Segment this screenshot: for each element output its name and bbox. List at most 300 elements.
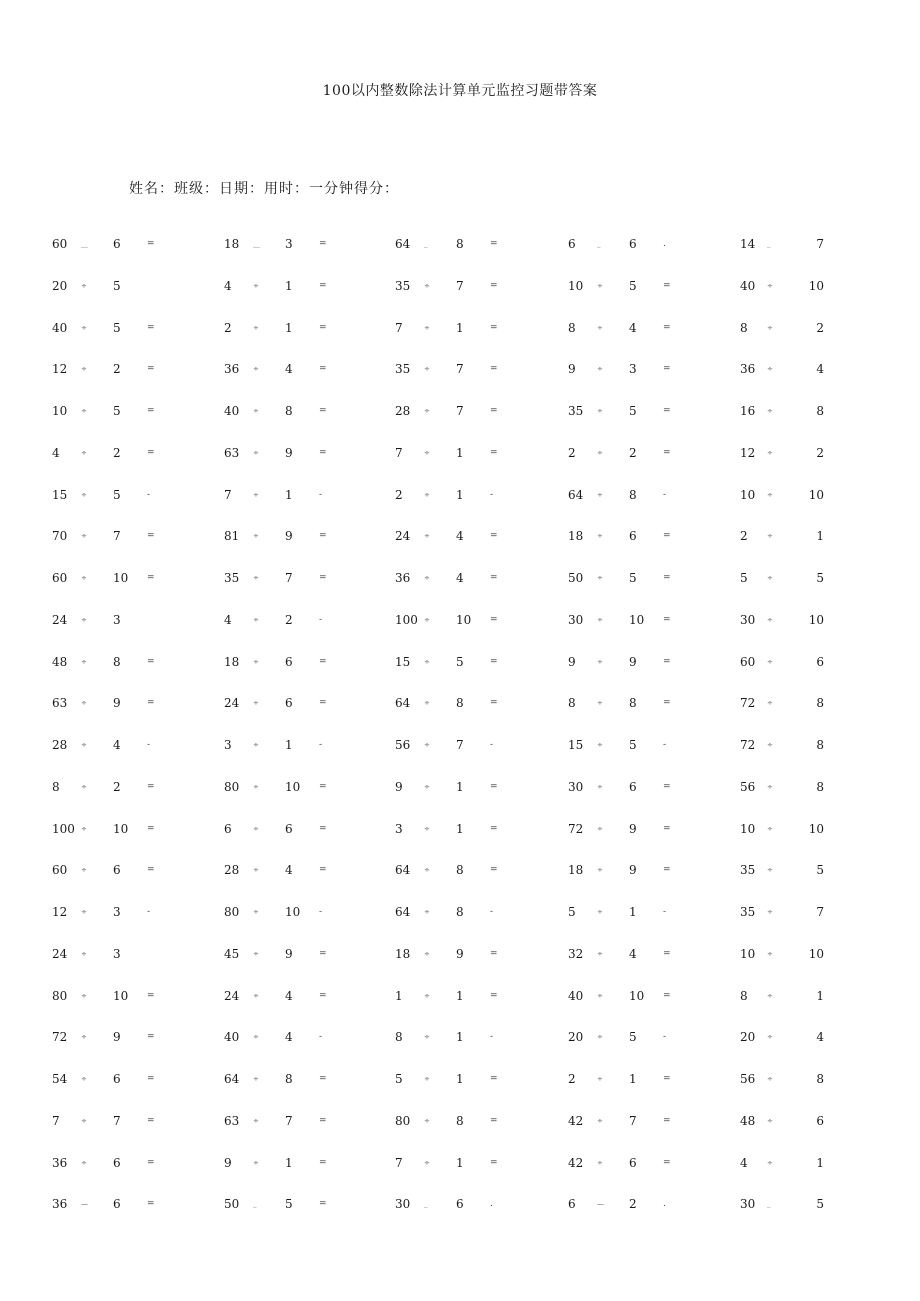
equals-sign: - xyxy=(663,1032,667,1043)
problem-row xyxy=(0,610,920,652)
dividend: 2 xyxy=(568,445,576,460)
equals-sign: - xyxy=(319,489,323,500)
problem-row xyxy=(0,819,920,861)
divisor: 10 xyxy=(456,612,472,627)
divisor: 3 xyxy=(113,946,121,961)
operator: ÷ xyxy=(81,365,87,374)
divisor: 7 xyxy=(285,1113,293,1128)
operator: ÷ xyxy=(253,615,259,624)
operator: ÷ xyxy=(424,741,430,749)
operator: __ xyxy=(81,240,88,248)
dividend: 80 xyxy=(395,1113,411,1128)
dividend: 48 xyxy=(740,1113,756,1128)
equals-sign: = xyxy=(147,823,155,834)
dividend: 64 xyxy=(395,905,411,919)
equals-sign: = xyxy=(319,322,327,333)
dividend: 10 xyxy=(52,404,68,418)
divisor: 1 xyxy=(456,821,464,836)
equals-sign: = xyxy=(663,614,671,625)
problem-row xyxy=(0,735,920,777)
divisor: 6 xyxy=(113,1197,121,1212)
operator: ÷ xyxy=(597,1158,603,1167)
operator: ÷ xyxy=(253,1033,259,1042)
dividend: 5 xyxy=(740,571,748,585)
dividend: 63 xyxy=(224,445,240,460)
dividend: 63 xyxy=(224,1113,240,1128)
dividend: 30 xyxy=(740,612,756,627)
operator: ÷ xyxy=(597,699,603,708)
operator: ÷ xyxy=(253,407,259,415)
operator: ÷ xyxy=(253,908,259,916)
dividend: 18 xyxy=(224,237,240,251)
equals-sign: = xyxy=(147,239,155,249)
equals-sign: = xyxy=(490,322,498,333)
page-title: 100以内整数除法计算单元监控习题带答案 xyxy=(322,83,598,99)
problem-row xyxy=(0,652,920,694)
divisor: 7 xyxy=(456,278,464,293)
equals-sign: = xyxy=(147,531,155,542)
divisor: 1 xyxy=(456,779,464,794)
divisor: 1 xyxy=(456,445,464,460)
divisor: 2 xyxy=(629,445,637,460)
operator: ÷ xyxy=(81,1033,87,1042)
dividend: 35 xyxy=(395,362,411,377)
operator: ÷ xyxy=(81,741,87,749)
equals-sign: = xyxy=(490,239,498,249)
operator: — xyxy=(597,1200,604,1209)
equals-sign: = xyxy=(663,1074,671,1084)
operator: ÷ xyxy=(767,741,773,749)
equals-sign: = xyxy=(490,406,498,416)
dividend: 24 xyxy=(224,696,240,711)
operator: ÷ xyxy=(424,407,430,415)
operator: ÷ xyxy=(253,323,259,332)
dividend: 81 xyxy=(224,529,240,544)
equals-sign: = xyxy=(663,990,671,1001)
divisor: 6 xyxy=(113,1155,121,1170)
equals-sign: = xyxy=(490,1115,498,1126)
dividend: 6 xyxy=(568,237,576,251)
operator: ÷ xyxy=(81,782,87,791)
operator: ÷ xyxy=(81,574,87,582)
operator: ÷ xyxy=(81,699,87,708)
equals-sign: = xyxy=(319,1074,327,1084)
equals-sign: = xyxy=(663,364,671,375)
divisor: 5 xyxy=(113,404,121,418)
divisor: 1 xyxy=(285,278,293,293)
dividend: 56 xyxy=(740,1072,756,1086)
dividend: 72 xyxy=(740,696,756,711)
dividend: 2 xyxy=(224,320,232,335)
dividend: 60 xyxy=(52,571,68,585)
divisor: 2 xyxy=(113,445,121,460)
divisor: 8 xyxy=(816,779,824,794)
divisor: 1 xyxy=(456,1030,464,1045)
divisor: 2 xyxy=(285,612,293,627)
operator: ÷ xyxy=(81,323,87,332)
dividend: 1 xyxy=(395,988,403,1003)
divisor: 6 xyxy=(629,1155,637,1170)
divisor: 6 xyxy=(113,1072,121,1086)
dividend: 28 xyxy=(52,738,68,752)
problem-row xyxy=(0,1153,920,1195)
divisor: 5 xyxy=(629,738,637,752)
dividend: 28 xyxy=(395,404,411,418)
divisor: 1 xyxy=(629,1072,637,1086)
dividend: 24 xyxy=(224,988,240,1003)
dividend: 36 xyxy=(52,1155,68,1170)
equals-sign: = xyxy=(319,1157,327,1168)
divisor: 8 xyxy=(629,487,637,502)
operator: ÷ xyxy=(424,1158,430,1167)
divisor: 5 xyxy=(629,1030,637,1045)
dividend: 8 xyxy=(568,696,576,711)
operator: ÷ xyxy=(767,323,773,332)
problem-row xyxy=(0,986,920,1028)
dividend: 30 xyxy=(568,779,584,794)
equals-sign: = xyxy=(663,1157,671,1168)
operator: ÷ xyxy=(81,1116,87,1125)
operator: ÷ xyxy=(597,949,603,958)
divisor: 10 xyxy=(113,571,129,585)
equals-sign: = xyxy=(490,1157,498,1168)
problem-row xyxy=(0,568,920,610)
operator: — xyxy=(81,1200,88,1209)
problem-row xyxy=(0,693,920,735)
divisor: 7 xyxy=(816,237,824,251)
equals-sign: = xyxy=(319,990,327,1001)
divisor: 6 xyxy=(629,779,637,794)
divisor: 8 xyxy=(456,237,464,251)
dividend: 9 xyxy=(224,1155,232,1170)
equals-sign: = xyxy=(147,1157,155,1168)
dividend: 7 xyxy=(52,1113,60,1128)
operator: ÷ xyxy=(424,699,430,708)
equals-sign: - xyxy=(319,1032,323,1043)
divisor: 6 xyxy=(816,654,824,669)
equals-sign: - xyxy=(319,907,323,917)
dividend: 35 xyxy=(740,905,756,919)
divisor: 4 xyxy=(816,362,824,377)
divisor: 6 xyxy=(285,654,293,669)
divisor: 7 xyxy=(456,738,464,752)
divisor: 2 xyxy=(816,320,824,335)
operator: ÷ xyxy=(253,574,259,582)
operator: ÷ xyxy=(81,281,87,290)
divisor: 5 xyxy=(285,1197,293,1212)
divisor: 9 xyxy=(285,946,293,961)
equals-sign: = xyxy=(147,1032,155,1043)
dividend: 40 xyxy=(568,988,584,1003)
divisor: 6 xyxy=(456,1197,464,1212)
operator: ÷ xyxy=(253,448,259,457)
divisor: 4 xyxy=(629,320,637,335)
equals-sign: = xyxy=(490,990,498,1001)
dividend: 8 xyxy=(740,988,748,1003)
divisor: 5 xyxy=(629,278,637,293)
equals-sign: = xyxy=(490,823,498,834)
operator: ÷ xyxy=(81,1075,87,1083)
operator: ÷ xyxy=(424,824,430,833)
dividend: 8 xyxy=(395,1030,403,1045)
divisor: 2 xyxy=(113,362,121,377)
divisor: 8 xyxy=(456,696,464,711)
operator: ÷ xyxy=(424,448,430,457)
operator: ÷ xyxy=(253,532,259,541)
dividend: 10 xyxy=(568,278,584,293)
equals-sign: = xyxy=(490,1074,498,1084)
operator: ÷ xyxy=(253,866,259,875)
equals-sign: - xyxy=(319,740,323,750)
operator: ÷ xyxy=(253,1158,259,1167)
dividend: 15 xyxy=(395,654,411,669)
operator: ÷ xyxy=(81,490,87,499)
divisor: 5 xyxy=(456,654,464,669)
equals-sign: = xyxy=(319,948,327,959)
divisor: 6 xyxy=(285,821,293,836)
dividend: 64 xyxy=(395,863,411,878)
problem-grid xyxy=(0,234,920,1236)
divisor: 5 xyxy=(113,320,121,335)
divisor: 10 xyxy=(113,821,129,836)
divisor: 4 xyxy=(285,1030,293,1045)
dividend: 5 xyxy=(568,905,576,919)
problem-row xyxy=(0,485,920,527)
divisor: 6 xyxy=(285,696,293,711)
dividend: 40 xyxy=(52,320,68,335)
divisor: 9 xyxy=(629,821,637,836)
divisor: 5 xyxy=(816,863,824,878)
operator: ÷ xyxy=(81,532,87,541)
equals-sign: = xyxy=(490,614,498,625)
dividend: 15 xyxy=(52,487,68,502)
equals-sign: = xyxy=(147,1199,155,1210)
operator: ÷ xyxy=(597,657,603,666)
operator: ÷ xyxy=(424,991,430,1000)
divisor: 3 xyxy=(113,612,121,627)
divisor: 8 xyxy=(816,1072,824,1086)
dividend: 42 xyxy=(568,1155,584,1170)
dividend: 8 xyxy=(568,320,576,335)
divisor: 1 xyxy=(456,1072,464,1086)
equals-sign: = xyxy=(490,656,498,667)
dividend: 64 xyxy=(395,696,411,711)
dividend: 10 xyxy=(740,821,756,836)
operator: ÷ xyxy=(424,1033,430,1042)
operator: ÷ xyxy=(767,782,773,791)
operator: ÷ xyxy=(597,281,603,290)
equals-sign: = xyxy=(663,531,671,542)
operator: ÷ xyxy=(597,991,603,1000)
problem-row xyxy=(0,1194,920,1236)
divisor: 6 xyxy=(113,237,121,251)
dividend: 64 xyxy=(395,237,411,251)
divisor: 10 xyxy=(629,988,645,1003)
dividend: 64 xyxy=(568,487,584,502)
operator: ÷ xyxy=(767,574,773,582)
operator: ÷ xyxy=(424,657,430,666)
dividend: 15 xyxy=(568,738,584,752)
dividend: 16 xyxy=(740,404,756,418)
problem-row xyxy=(0,944,920,986)
operator: ÷ xyxy=(81,866,87,875)
operator: __ xyxy=(253,240,260,248)
operator: ÷ xyxy=(597,615,603,624)
operator: ÷ xyxy=(767,824,773,833)
dividend: 72 xyxy=(568,821,584,836)
divisor: 1 xyxy=(285,738,293,752)
operator: ÷ xyxy=(597,323,603,332)
dividend: 24 xyxy=(395,529,411,544)
operator: ÷ xyxy=(81,824,87,833)
problem-row xyxy=(0,401,920,443)
dividend: 35 xyxy=(395,278,411,293)
equals-sign: = xyxy=(147,1115,155,1126)
operator: ÷ xyxy=(424,908,430,916)
operator: ÷ xyxy=(767,866,773,875)
divisor: 10 xyxy=(808,278,824,293)
equals-sign: - xyxy=(147,740,151,750)
divisor: 7 xyxy=(285,571,293,585)
divisor: 2 xyxy=(629,1197,637,1212)
divisor: 4 xyxy=(285,863,293,878)
operator: ÷ xyxy=(424,532,430,541)
operator: ÷ xyxy=(767,615,773,624)
operator: ÷ xyxy=(424,323,430,332)
divisor: 1 xyxy=(816,1155,824,1170)
equals-sign: = xyxy=(319,280,327,291)
divisor: 5 xyxy=(816,571,824,585)
dividend: 9 xyxy=(568,654,576,669)
equals-sign: = xyxy=(663,322,671,333)
operator: ÷ xyxy=(424,1116,430,1125)
dividend: 60 xyxy=(740,654,756,669)
problem-row xyxy=(0,526,920,568)
equals-sign: = xyxy=(663,698,671,709)
divisor: 1 xyxy=(456,487,464,502)
dividend: 14 xyxy=(740,237,756,251)
divisor: 7 xyxy=(113,529,121,544)
dividend: 4 xyxy=(224,612,232,627)
dividend: 72 xyxy=(740,738,756,752)
equals-sign: = xyxy=(147,447,155,458)
dividend: 7 xyxy=(395,320,403,335)
equals-sign: = xyxy=(490,447,498,458)
operator: ÷ xyxy=(767,699,773,708)
equals-sign: = xyxy=(319,573,327,583)
operator: ÷ xyxy=(597,1116,603,1125)
dividend: 5 xyxy=(395,1072,403,1086)
equals-sign: = xyxy=(147,364,155,375)
divisor: 1 xyxy=(456,320,464,335)
divisor: 8 xyxy=(113,654,121,669)
operator: ÷ xyxy=(767,281,773,290)
operator: ÷ xyxy=(767,1075,773,1083)
divisor: 5 xyxy=(629,571,637,585)
dividend: 35 xyxy=(740,863,756,878)
operator: ÷ xyxy=(597,532,603,541)
divisor: 10 xyxy=(808,487,824,502)
operator: ÷ xyxy=(597,782,603,791)
operator: ÷ xyxy=(597,741,603,749)
operator: ÷ xyxy=(253,782,259,791)
dividend: 18 xyxy=(395,946,411,961)
equals-sign: = xyxy=(490,865,498,876)
dividend: 40 xyxy=(740,278,756,293)
divisor: 9 xyxy=(629,863,637,878)
dividend: 54 xyxy=(52,1072,68,1086)
equals-sign: = xyxy=(319,531,327,542)
equals-sign: = xyxy=(490,364,498,375)
dividend: 36 xyxy=(395,571,411,585)
equals-sign: = xyxy=(663,656,671,667)
dividend: 63 xyxy=(52,696,68,711)
operator: ÷ xyxy=(253,991,259,1000)
divisor: 8 xyxy=(285,404,293,418)
dividend: 12 xyxy=(740,445,756,460)
equals-sign: = xyxy=(490,781,498,792)
divisor: 8 xyxy=(456,1113,464,1128)
equals-sign: = xyxy=(147,656,155,667)
operator: ÷ xyxy=(253,1116,259,1125)
equals-sign: = xyxy=(319,698,327,709)
operator: ÷ xyxy=(253,365,259,374)
divisor: 4 xyxy=(816,1030,824,1045)
divisor: 10 xyxy=(113,988,129,1003)
divisor: 7 xyxy=(113,1113,121,1128)
equals-sign: = xyxy=(663,865,671,876)
divisor: 8 xyxy=(816,404,824,418)
operator: _ xyxy=(253,1200,257,1209)
divisor: 9 xyxy=(285,445,293,460)
divisor: 2 xyxy=(816,445,824,460)
equals-sign: = xyxy=(490,531,498,542)
dividend: 18 xyxy=(568,529,584,544)
operator: ÷ xyxy=(81,448,87,457)
divisor: 8 xyxy=(629,696,637,711)
dividend: 50 xyxy=(568,571,584,585)
equals-sign: = xyxy=(319,865,327,876)
operator: ÷ xyxy=(424,866,430,875)
operator: ÷ xyxy=(767,991,773,1000)
dividend: 4 xyxy=(224,278,232,293)
operator: ÷ xyxy=(767,949,773,958)
divisor: 7 xyxy=(456,362,464,377)
operator: ÷ xyxy=(767,908,773,916)
divisor: 1 xyxy=(456,988,464,1003)
divisor: 1 xyxy=(456,1155,464,1170)
dividend: 7 xyxy=(395,445,403,460)
equals-sign: = xyxy=(663,280,671,291)
divisor: 9 xyxy=(285,529,293,544)
dividend: 10 xyxy=(740,487,756,502)
divisor: 9 xyxy=(629,654,637,669)
operator: _ xyxy=(597,240,601,248)
equals-sign: = xyxy=(319,447,327,458)
divisor: 1 xyxy=(285,320,293,335)
operator: ÷ xyxy=(81,908,87,916)
operator: ÷ xyxy=(597,824,603,833)
equals-sign: = xyxy=(663,781,671,792)
divisor: 6 xyxy=(113,863,121,878)
dividend: 30 xyxy=(740,1197,756,1212)
problem-row xyxy=(0,359,920,401)
divisor: 9 xyxy=(456,946,464,961)
equals-sign: - xyxy=(663,740,667,750)
equals-sign: = xyxy=(319,1199,327,1210)
operator: ÷ xyxy=(424,281,430,290)
divisor: 8 xyxy=(456,905,464,919)
